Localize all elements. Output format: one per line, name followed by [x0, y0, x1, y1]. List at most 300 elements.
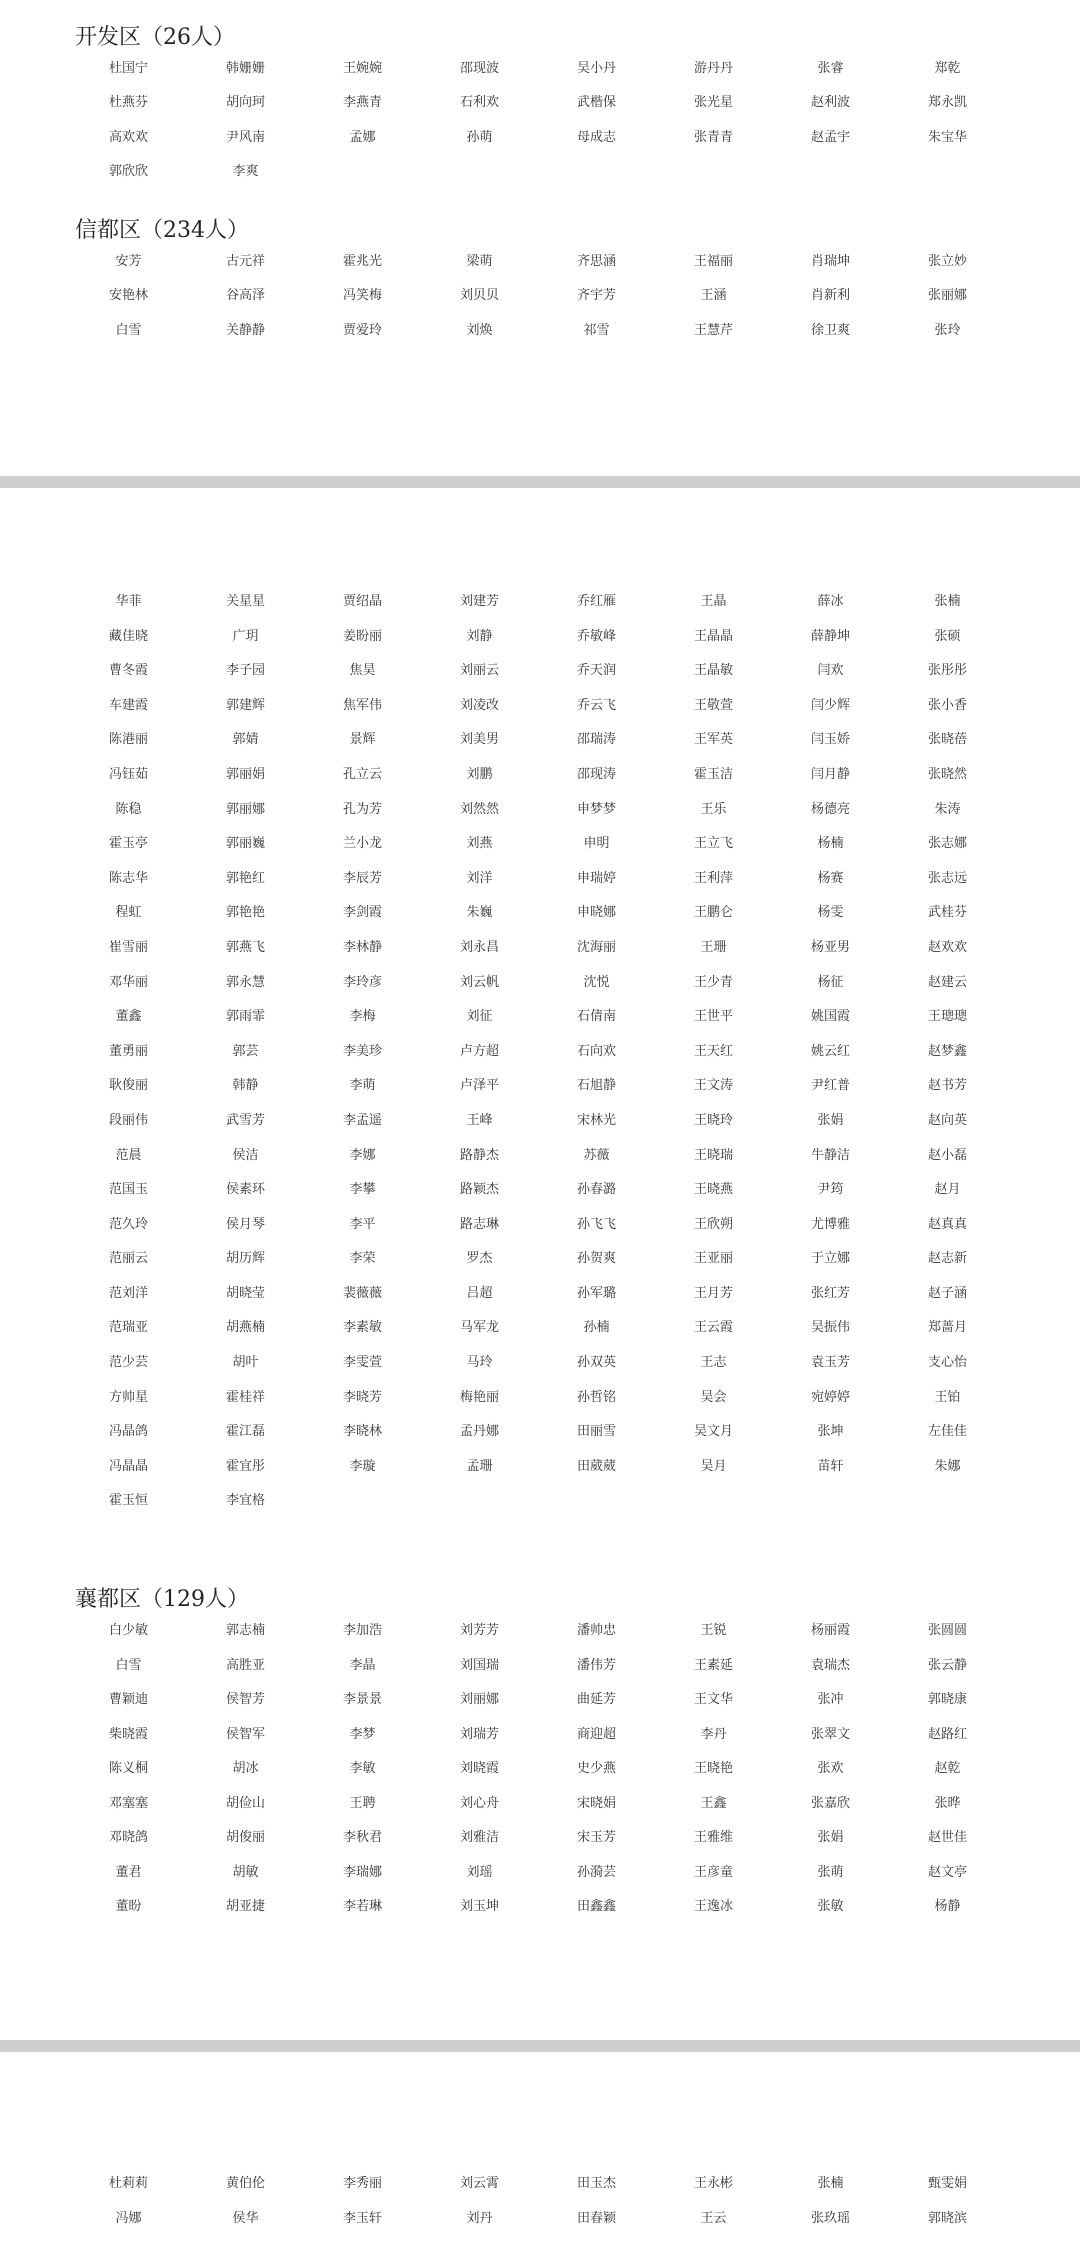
person-name: 范刘洋 — [70, 1282, 187, 1317]
person-name: 王月芳 — [655, 1282, 772, 1317]
person-name: 王鹏仑 — [655, 901, 772, 936]
person-name: 程虹 — [70, 901, 187, 936]
person-name: 吴振伟 — [772, 1316, 889, 1351]
person-name: 薛静坤 — [772, 625, 889, 660]
person-name: 刘玉坤 — [421, 1895, 538, 1930]
person-name: 郭雨霏 — [187, 1005, 304, 1040]
person-name: 刘洋 — [421, 867, 538, 902]
person-name: 李秋君 — [304, 1826, 421, 1861]
person-name: 武楷保 — [538, 91, 655, 125]
person-name: 王峰 — [421, 1109, 538, 1144]
name-row — [70, 832, 1030, 867]
person-name: 王晓玲 — [655, 1109, 772, 1144]
person-name: 兰小龙 — [304, 832, 421, 867]
person-name: 姚云红 — [772, 1040, 889, 1075]
person-name: 杨征 — [772, 971, 889, 1006]
person-name: 李玉轩 — [304, 2207, 421, 2241]
person-name: 白少敏 — [70, 1619, 187, 1654]
person-name: 王欣朔 — [655, 1213, 772, 1248]
person-name: 李平 — [304, 1213, 421, 1248]
person-name: 张晔 — [889, 1792, 1006, 1827]
person-name: 黄伯伦 — [187, 2172, 304, 2207]
person-name: 郭建辉 — [187, 694, 304, 729]
document-page-1 — [0, 0, 1080, 476]
name-row — [70, 971, 1030, 1006]
person-name: 孙楠 — [538, 1316, 655, 1351]
person-name: 张晓蓓 — [889, 728, 1006, 763]
person-name: 刘瑞芳 — [421, 1723, 538, 1758]
person-name: 霍桂祥 — [187, 1386, 304, 1421]
person-name: 胡亚捷 — [187, 1895, 304, 1930]
person-name: 王晶敏 — [655, 659, 772, 694]
person-name: 孙萌 — [421, 126, 538, 160]
person-name: 王世平 — [655, 1005, 772, 1040]
person-name: 闫欢 — [772, 659, 889, 694]
person-name: 马玲 — [421, 1351, 538, 1386]
person-name: 白雪 — [70, 319, 187, 353]
person-name: 王璁璁 — [889, 1005, 1006, 1040]
person-name: 李梅 — [304, 1005, 421, 1040]
person-name: 杨赛 — [772, 867, 889, 902]
person-name: 崔雪丽 — [70, 936, 187, 971]
person-name: 石向欢 — [538, 1040, 655, 1075]
person-name: 冯娜 — [70, 2207, 187, 2241]
person-name: 华菲 — [70, 590, 187, 625]
name-row — [70, 1723, 1030, 1758]
section-title-xindouqu: 信都区（234人） — [75, 213, 249, 244]
person-name: 乔红雁 — [538, 590, 655, 625]
person-name: 郭丽娜 — [187, 798, 304, 833]
name-row — [70, 1688, 1030, 1723]
person-name: 李美珍 — [304, 1040, 421, 1075]
person-name: 孙漪芸 — [538, 1861, 655, 1896]
person-name: 张晓然 — [889, 763, 1006, 798]
person-name: 杨亚男 — [772, 936, 889, 971]
person-name: 董鑫 — [70, 1005, 187, 1040]
person-name: 郭艳红 — [187, 867, 304, 902]
person-name: 刘丽云 — [421, 659, 538, 694]
person-name: 胡叶 — [187, 1351, 304, 1386]
person-name: 母成志 — [538, 126, 655, 160]
person-name: 王乐 — [655, 798, 772, 833]
person-name: 薛冰 — [772, 590, 889, 625]
person-name: 石利欢 — [421, 91, 538, 125]
person-name: 王文涛 — [655, 1074, 772, 1109]
person-name: 刘永昌 — [421, 936, 538, 971]
person-name: 武桂芬 — [889, 901, 1006, 936]
person-name: 王婉婉 — [304, 57, 421, 91]
person-name: 田玉杰 — [538, 2172, 655, 2207]
person-name: 王逸冰 — [655, 1895, 772, 1930]
person-name: 申晓娜 — [538, 901, 655, 936]
person-name: 孙双英 — [538, 1351, 655, 1386]
person-name: 冯晶鸽 — [70, 1420, 187, 1455]
person-name: 郭晓滨 — [889, 2207, 1006, 2241]
person-name: 王珊 — [655, 936, 772, 971]
name-row — [70, 1792, 1030, 1827]
person-name: 吴会 — [655, 1386, 772, 1421]
person-name: 石倩南 — [538, 1005, 655, 1040]
person-name: 邓塞塞 — [70, 1792, 187, 1827]
person-name: 胡晓莹 — [187, 1282, 304, 1317]
person-name: 尤博雅 — [772, 1213, 889, 1248]
person-name: 赵孟宇 — [772, 126, 889, 160]
person-name: 齐思涵 — [538, 250, 655, 284]
name-row — [70, 319, 1030, 353]
person-name: 焦军伟 — [304, 694, 421, 729]
person-name: 李景景 — [304, 1688, 421, 1723]
person-name: 邵现波 — [421, 57, 538, 91]
person-name: 苏薇 — [538, 1144, 655, 1179]
person-name: 王晶 — [655, 590, 772, 625]
person-name: 刘心舟 — [421, 1792, 538, 1827]
person-name: 吕超 — [421, 1282, 538, 1317]
person-name: 杨德亮 — [772, 798, 889, 833]
person-name: 赵欢欢 — [889, 936, 1006, 971]
name-row — [70, 1247, 1030, 1282]
document-page-2 — [0, 488, 1080, 2040]
person-name: 李晶 — [304, 1654, 421, 1689]
person-name: 侯华 — [187, 2207, 304, 2241]
person-name: 赵真真 — [889, 1213, 1006, 1248]
person-name: 孔为芳 — [304, 798, 421, 833]
person-name: 王云 — [655, 2207, 772, 2241]
person-name: 范久玲 — [70, 1213, 187, 1248]
person-name: 李秀丽 — [304, 2172, 421, 2207]
person-name: 张睿 — [772, 57, 889, 91]
person-name: 刘美男 — [421, 728, 538, 763]
person-name: 张圆圆 — [889, 1619, 1006, 1654]
person-name: 王永彬 — [655, 2172, 772, 2207]
person-name: 胡历辉 — [187, 1247, 304, 1282]
person-name: 王福丽 — [655, 250, 772, 284]
person-name: 刘燕 — [421, 832, 538, 867]
person-name: 王晓瑞 — [655, 1144, 772, 1179]
name-row — [70, 1282, 1030, 1317]
person-name: 高欢欢 — [70, 126, 187, 160]
person-name: 郭志楠 — [187, 1619, 304, 1654]
person-name: 刘国瑞 — [421, 1654, 538, 1689]
person-name: 李辰芳 — [304, 867, 421, 902]
person-name: 霍玉亭 — [70, 832, 187, 867]
person-name: 李宜格 — [187, 1489, 304, 1524]
person-name: 杨静 — [889, 1895, 1006, 1930]
person-name: 李孟遥 — [304, 1109, 421, 1144]
person-name: 田葳葳 — [538, 1455, 655, 1490]
person-name: 张红芳 — [772, 1282, 889, 1317]
person-name: 刘雅洁 — [421, 1826, 538, 1861]
person-name: 王立飞 — [655, 832, 772, 867]
person-name: 吴小丹 — [538, 57, 655, 91]
person-name: 齐宇芳 — [538, 284, 655, 318]
person-name: 袁瑞杰 — [772, 1654, 889, 1689]
person-name: 焦昊 — [304, 659, 421, 694]
person-name: 陈义桐 — [70, 1757, 187, 1792]
person-name: 潘帅忠 — [538, 1619, 655, 1654]
person-name: 路静杰 — [421, 1144, 538, 1179]
person-name: 张丽娜 — [889, 284, 1006, 318]
person-name: 安艳林 — [70, 284, 187, 318]
person-name: 左佳佳 — [889, 1420, 1006, 1455]
person-name: 李加浩 — [304, 1619, 421, 1654]
person-name: 关静静 — [187, 319, 304, 353]
person-name: 孙春潞 — [538, 1178, 655, 1213]
person-name: 李玲彦 — [304, 971, 421, 1006]
person-name: 潘伟芳 — [538, 1654, 655, 1689]
person-name: 田丽雪 — [538, 1420, 655, 1455]
document-page-3 — [0, 2052, 1080, 2212]
person-name: 高胜亚 — [187, 1654, 304, 1689]
name-row — [70, 91, 1030, 125]
person-name: 侯智芳 — [187, 1688, 304, 1723]
person-name: 白雪 — [70, 1654, 187, 1689]
person-name: 李璇 — [304, 1455, 421, 1490]
person-name: 武雪芳 — [187, 1109, 304, 1144]
person-name: 张彤彤 — [889, 659, 1006, 694]
person-name: 乔云飞 — [538, 694, 655, 729]
person-name: 苗轩 — [772, 1455, 889, 1490]
person-name: 邓华丽 — [70, 971, 187, 1006]
person-name: 孙贺爽 — [538, 1247, 655, 1282]
person-name: 冯钰茹 — [70, 763, 187, 798]
person-name: 霍宜彤 — [187, 1455, 304, 1490]
person-name: 赵志新 — [889, 1247, 1006, 1282]
person-name: 王文华 — [655, 1688, 772, 1723]
name-row — [70, 160, 1030, 194]
person-name: 孙军璐 — [538, 1282, 655, 1317]
person-name: 王晶晶 — [655, 625, 772, 660]
person-name: 郑永凯 — [889, 91, 1006, 125]
person-name: 尹红普 — [772, 1074, 889, 1109]
person-name: 吴月 — [655, 1455, 772, 1490]
person-name: 张楠 — [889, 590, 1006, 625]
person-name: 李子园 — [187, 659, 304, 694]
person-name: 王慧芹 — [655, 319, 772, 353]
name-row — [70, 1213, 1030, 1248]
person-name: 王素延 — [655, 1654, 772, 1689]
person-name: 杨丽霞 — [772, 1619, 889, 1654]
person-name: 安芳 — [70, 250, 187, 284]
name-row — [70, 1654, 1030, 1689]
name-row — [70, 1861, 1030, 1896]
person-name: 胡冰 — [187, 1757, 304, 1792]
person-name: 李荣 — [304, 1247, 421, 1282]
person-name: 贾爱玲 — [304, 319, 421, 353]
person-name: 孔立云 — [304, 763, 421, 798]
person-name: 赵利波 — [772, 91, 889, 125]
name-row — [70, 1455, 1030, 1490]
person-name: 胡向珂 — [187, 91, 304, 125]
person-name: 藏佳晓 — [70, 625, 187, 660]
person-name: 宋晓娟 — [538, 1792, 655, 1827]
person-name: 柴晓霞 — [70, 1723, 187, 1758]
person-name: 刘丹 — [421, 2207, 538, 2241]
person-name: 罗杰 — [421, 1247, 538, 1282]
person-name: 冯笑梅 — [304, 284, 421, 318]
person-name: 霍玉洁 — [655, 763, 772, 798]
name-row — [70, 694, 1030, 729]
person-name: 张光星 — [655, 91, 772, 125]
person-name: 裴薇薇 — [304, 1282, 421, 1317]
name-row — [70, 284, 1030, 318]
person-name: 朱娜 — [889, 1455, 1006, 1490]
name-row — [70, 1351, 1030, 1386]
person-name: 李瑞娜 — [304, 1861, 421, 1896]
person-name: 刘然然 — [421, 798, 538, 833]
person-name: 李若琳 — [304, 1895, 421, 1930]
person-name: 乔敏峰 — [538, 625, 655, 660]
person-name: 范丽云 — [70, 1247, 187, 1282]
name-row — [70, 1040, 1030, 1075]
person-name: 邵现涛 — [538, 763, 655, 798]
person-name: 张敏 — [772, 1895, 889, 1930]
person-name: 于立娜 — [772, 1247, 889, 1282]
person-name: 张坤 — [772, 1420, 889, 1455]
person-name: 胡俊丽 — [187, 1826, 304, 1861]
person-name: 闫玉娇 — [772, 728, 889, 763]
person-name: 刘征 — [421, 1005, 538, 1040]
person-name: 胡燕楠 — [187, 1316, 304, 1351]
person-name: 张萌 — [772, 1861, 889, 1896]
person-name: 侯洁 — [187, 1144, 304, 1179]
person-name: 王志 — [655, 1351, 772, 1386]
page-separator — [0, 2040, 1080, 2052]
person-name: 刘云霄 — [421, 2172, 538, 2207]
person-name: 曲延芳 — [538, 1688, 655, 1723]
person-name: 霍江磊 — [187, 1420, 304, 1455]
person-name: 王铂 — [889, 1386, 1006, 1421]
person-name: 刘丽娜 — [421, 1688, 538, 1723]
person-name: 张翠文 — [772, 1723, 889, 1758]
person-name: 王云霞 — [655, 1316, 772, 1351]
person-name: 张楠 — [772, 2172, 889, 2207]
person-name: 申明 — [538, 832, 655, 867]
person-name: 卢泽平 — [421, 1074, 538, 1109]
person-name: 李燕青 — [304, 91, 421, 125]
person-name: 车建霞 — [70, 694, 187, 729]
name-row — [70, 798, 1030, 833]
person-name: 贾绍晶 — [304, 590, 421, 625]
person-name: 方帅星 — [70, 1386, 187, 1421]
person-name: 赵小磊 — [889, 1144, 1006, 1179]
person-name: 孟珊 — [421, 1455, 538, 1490]
person-name: 乔天润 — [538, 659, 655, 694]
person-name: 赵文亭 — [889, 1861, 1006, 1896]
person-name: 宛婷婷 — [772, 1386, 889, 1421]
name-row — [70, 1109, 1030, 1144]
person-name: 侯素环 — [187, 1178, 304, 1213]
person-name: 刘建芳 — [421, 590, 538, 625]
person-name: 曹冬霞 — [70, 659, 187, 694]
person-name: 李剑霞 — [304, 901, 421, 936]
person-name: 赵子涵 — [889, 1282, 1006, 1317]
person-name: 张嘉欣 — [772, 1792, 889, 1827]
person-name: 刘晓霞 — [421, 1757, 538, 1792]
person-name: 李雯萱 — [304, 1351, 421, 1386]
person-name: 商迎超 — [538, 1723, 655, 1758]
person-name: 申瑞婷 — [538, 867, 655, 902]
person-name: 甄雯娟 — [889, 2172, 1006, 2207]
person-name: 段丽伟 — [70, 1109, 187, 1144]
name-row — [70, 590, 1030, 625]
person-name: 李娜 — [304, 1144, 421, 1179]
name-row — [70, 2172, 1030, 2207]
person-name: 沈海丽 — [538, 936, 655, 971]
name-row — [70, 1386, 1030, 1421]
person-name: 肖新利 — [772, 284, 889, 318]
person-name: 史少燕 — [538, 1757, 655, 1792]
person-name: 董勇丽 — [70, 1040, 187, 1075]
person-name: 范瑞亚 — [70, 1316, 187, 1351]
person-name: 张冲 — [772, 1688, 889, 1723]
name-row — [70, 867, 1030, 902]
person-name: 宋林光 — [538, 1109, 655, 1144]
person-name: 袁玉芳 — [772, 1351, 889, 1386]
name-row — [70, 1178, 1030, 1213]
person-name: 霍玉恒 — [70, 1489, 187, 1524]
person-name: 郭婧 — [187, 728, 304, 763]
name-row — [70, 728, 1030, 763]
person-name: 刘贝贝 — [421, 284, 538, 318]
name-row — [70, 659, 1030, 694]
person-name: 杜燕芬 — [70, 91, 187, 125]
person-name: 郭永慧 — [187, 971, 304, 1006]
person-name: 范晨 — [70, 1144, 187, 1179]
name-row — [70, 1144, 1030, 1179]
person-name: 李梦 — [304, 1723, 421, 1758]
person-name: 王晓燕 — [655, 1178, 772, 1213]
person-name: 姚国霞 — [772, 1005, 889, 1040]
name-row — [70, 1316, 1030, 1351]
name-row — [70, 57, 1030, 91]
person-name: 牛静洁 — [772, 1144, 889, 1179]
person-name: 孟丹娜 — [421, 1420, 538, 1455]
person-name: 李敏 — [304, 1757, 421, 1792]
person-name: 张娟 — [772, 1109, 889, 1144]
person-name: 赵路红 — [889, 1723, 1006, 1758]
person-name: 路颖杰 — [421, 1178, 538, 1213]
person-name: 陈港丽 — [70, 728, 187, 763]
person-name: 王利萍 — [655, 867, 772, 902]
person-name: 王锐 — [655, 1619, 772, 1654]
person-name: 闫月静 — [772, 763, 889, 798]
person-name: 朱涛 — [889, 798, 1006, 833]
person-name: 曹颖迪 — [70, 1688, 187, 1723]
person-name: 刘芳芳 — [421, 1619, 538, 1654]
person-name: 冯晶晶 — [70, 1455, 187, 1490]
person-name: 孙哲铭 — [538, 1386, 655, 1421]
person-name: 董盼 — [70, 1895, 187, 1930]
person-name: 张志远 — [889, 867, 1006, 902]
person-name: 杜莉莉 — [70, 2172, 187, 2207]
section-title-kaifaqu: 开发区（26人） — [75, 20, 235, 51]
person-name: 张志娜 — [889, 832, 1006, 867]
person-name: 韩姗姗 — [187, 57, 304, 91]
person-name: 李林静 — [304, 936, 421, 971]
name-grid-xindouqu — [70, 250, 1030, 353]
person-name: 郭欣欣 — [70, 160, 187, 194]
person-name: 侯月琴 — [187, 1213, 304, 1248]
person-name: 张欢 — [772, 1757, 889, 1792]
name-grid-xindouqu-continued — [70, 590, 1030, 1524]
person-name: 陈志华 — [70, 867, 187, 902]
person-name: 徐卫爽 — [772, 319, 889, 353]
person-name: 赵世佳 — [889, 1826, 1006, 1861]
person-name: 刘焕 — [421, 319, 538, 353]
person-name: 石旭静 — [538, 1074, 655, 1109]
person-name: 李丹 — [655, 1723, 772, 1758]
person-name: 郭丽巍 — [187, 832, 304, 867]
